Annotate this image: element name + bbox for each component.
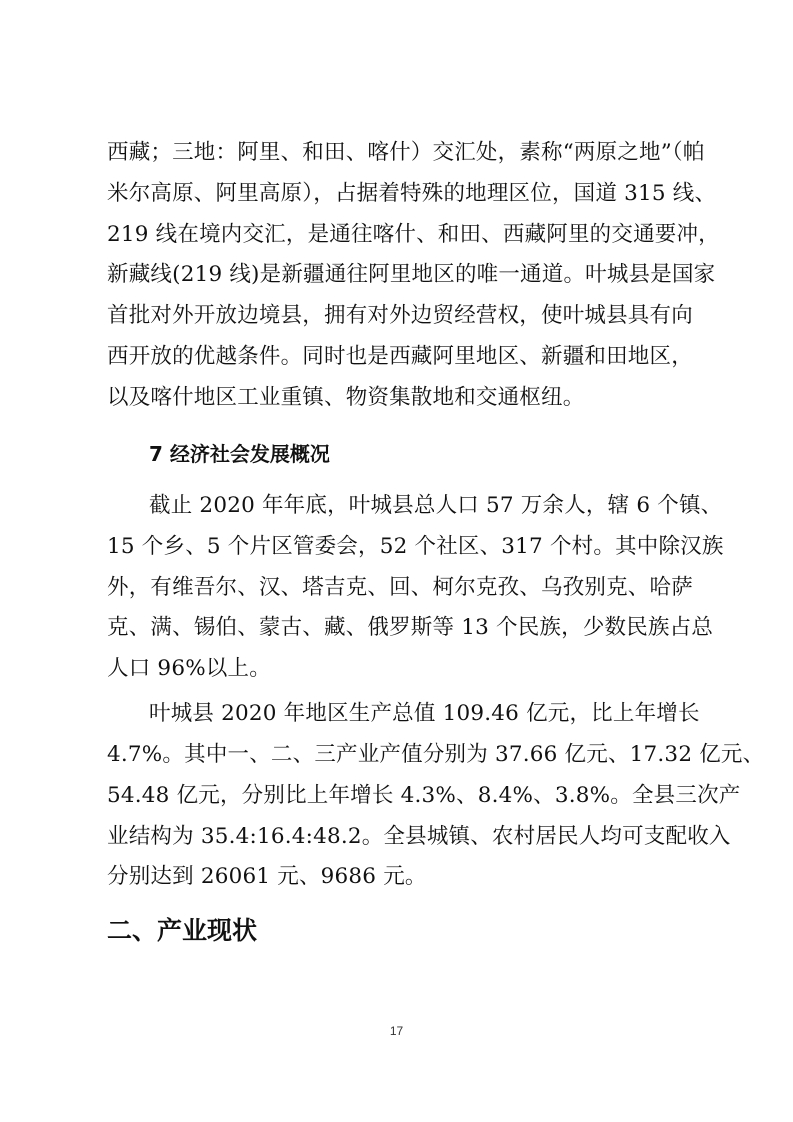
- paragraph-line: 业结构为 35.4:16.4:48.2。全县城镇、农村居民人均可支配收入: [107, 824, 731, 849]
- paragraph-line: 截止 2020 年年底，叶城县总人口 57 万余人，辖 6 个镇、: [149, 493, 723, 518]
- page-number: 17: [389, 1024, 404, 1038]
- section-heading: 7 经济社会发展概况: [149, 442, 330, 466]
- paragraph-line: 219 线在境内交汇，是通往喀什、和田、西藏阿里的交通要冲，: [107, 222, 720, 247]
- paragraph-line: 米尔高原、阿里高原），占据着特殊的地理区位，国道 315 线、: [107, 181, 717, 206]
- paragraph-line: 以及喀什地区工业重镇、物资集散地和交通枢纽。: [107, 385, 585, 410]
- paragraph-line: 分别达到 26061 元、9686 元。: [107, 864, 427, 889]
- paragraph-line: 4.7%。其中一、二、三产业产值分别为 37.66 亿元、17.32 亿元、: [107, 742, 765, 767]
- paragraph-line: 54.48 亿元，分别比上年增长 4.3%、8.4%、3.8%。全县三次产: [107, 783, 741, 808]
- paragraph-line: 15 个乡、5 个片区管委会，52 个社区、317 个村。其中除汉族: [107, 534, 724, 559]
- paragraph-line: 首批对外开放边境县，拥有对外边贸经营权，使叶城县具有向: [107, 303, 693, 328]
- paragraph-line: 外，有维吾尔、汉、塔吉克、回、柯尔克孜、乌孜别克、哈萨: [107, 575, 693, 600]
- paragraph-line: 西藏；三地：阿里、和田、喀什）交汇处，素称“两原之地”（帕: [107, 140, 705, 165]
- paragraph-line: 克、满、锡伯、蒙古、藏、俄罗斯等 13 个民族，少数民族占总: [107, 615, 714, 640]
- chapter-heading: 二、产业现状: [107, 916, 258, 945]
- paragraph-line: 新藏线(219 线)是新疆通往阿里地区的唯一通道。叶城县是国家: [107, 262, 716, 287]
- paragraph-line: 西开放的优越条件。同时也是西藏阿里地区、新疆和田地区，: [107, 344, 693, 369]
- paragraph-line: 叶城县 2020 年地区生产总值 109.46 亿元，比上年增长: [149, 701, 700, 726]
- paragraph-line: 人口 96%以上。: [107, 656, 271, 681]
